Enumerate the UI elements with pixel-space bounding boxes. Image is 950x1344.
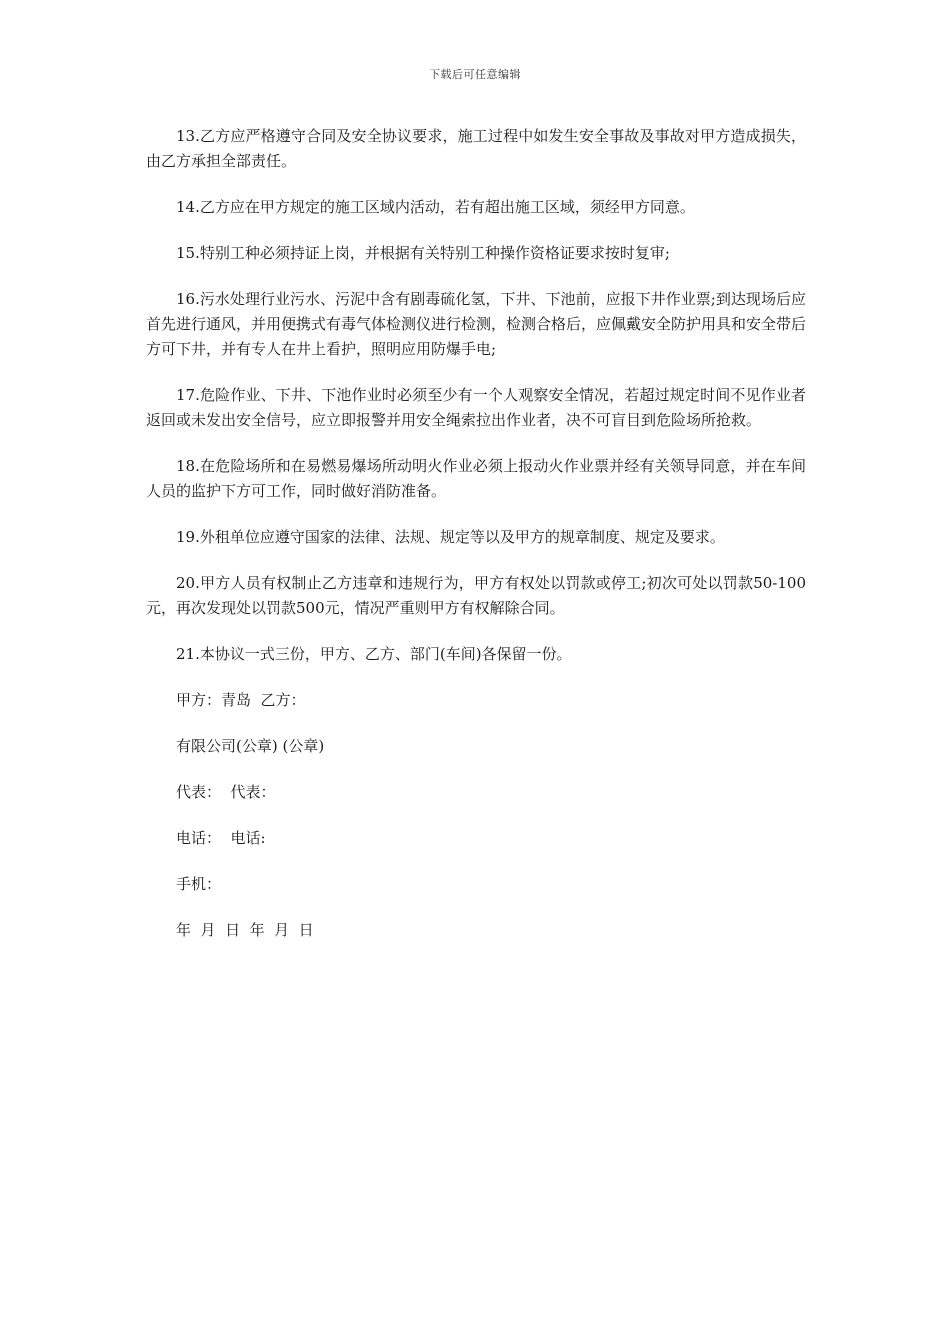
clause-20: 20.甲方人员有权制止乙方违章和违规行为，甲方有权处以罚款或停工;初次可处以罚款50-100元，再次发现处以罚款500元，情况严重则甲方有权解除合同。: [146, 574, 806, 617]
clause-14: 14.乙方应在甲方规定的施工区域内活动，若有超出施工区域，须经甲方同意。: [176, 198, 695, 216]
signature-date: 年 月 日 年 月 日: [176, 921, 314, 939]
signature-parties: 甲方：青岛 乙方：: [176, 691, 306, 709]
clause-18: 18.在危险场所和在易燃易爆场所动明火作业必须上报动火作业票并经有关领导同意，并在车间人员的监护下方可工作，同时做好消防准备。: [146, 457, 806, 500]
clause-17: 17.危险作业、下井、下池作业时必须至少有一个人观察安全情况，若超过规定时间不见作业者返回或未发出安全信号，应立即报警并用安全绳索拉出作业者，决不可盲目到危险场所抢救。: [146, 386, 806, 429]
signature-block: [146, 688, 806, 943]
clause-13: 13.乙方应严格遵守合同及安全协议要求，施工过程中如发生安全事故及事故对甲方造成损失，由乙方承担全部责任。: [146, 127, 806, 170]
signature-phone: 电话： 电话:: [176, 829, 266, 847]
signature-representative: 代表： 代表：: [176, 783, 276, 801]
page-header-note: 下载后可任意编辑: [429, 68, 521, 81]
signature-company-seal: 有限公司(公章) (公章): [176, 737, 325, 755]
signature-mobile: 手机：: [176, 875, 222, 893]
clause-19: 19.外租单位应遵守国家的法律、法规、规定等以及甲方的规章制度、规定及要求。: [176, 528, 725, 546]
document-body: [146, 124, 806, 964]
clause-16: 16.污水处理行业污水、污泥中含有剧毒硫化氢，下井、下池前，应报下井作业票;到达现场后应首先进行通风，并用便携式有毒气体检测仪进行检测，检测合格后，应佩戴安全防护用具和安全带后方可下井，并有专人在井上看护，照明应用防爆手电;: [146, 290, 807, 358]
clause-15: 15.特别工种必须持证上岗，并根据有关特别工种操作资格证要求按时复审;: [176, 244, 670, 262]
clause-21: 21.本协议一式三份，甲方、乙方、部门(车间)各保留一份。: [176, 645, 572, 663]
